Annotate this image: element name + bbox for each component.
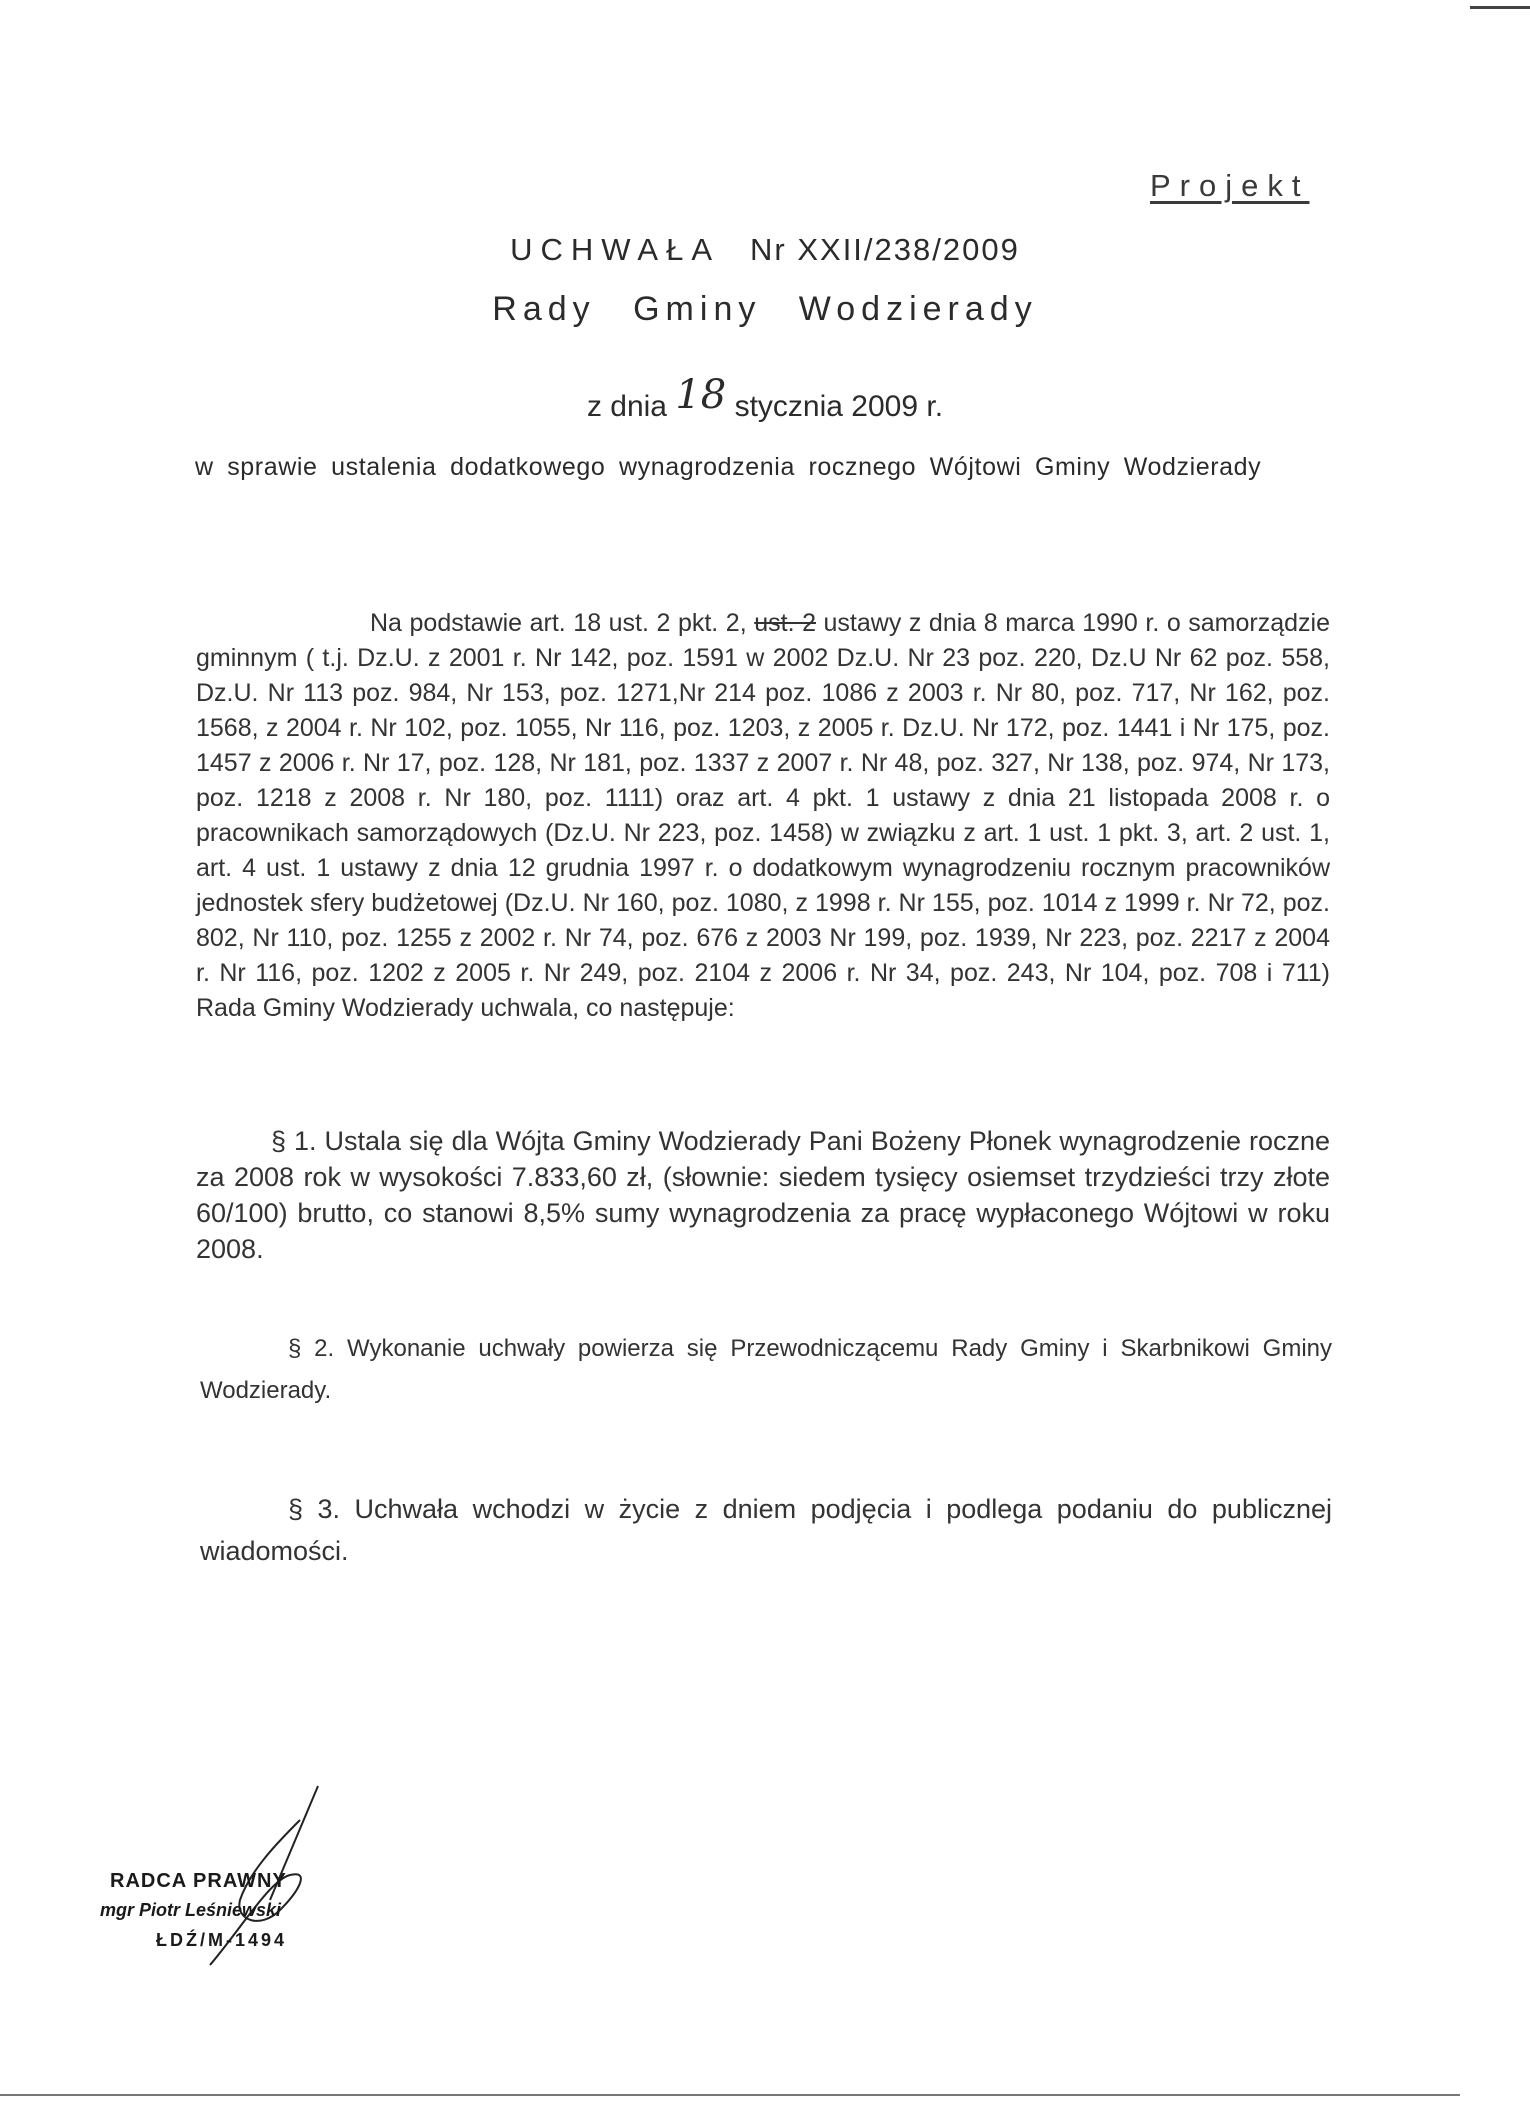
- section-1: § 1. Ustala się dla Wójta Gminy Wodzierady Pani Bożeny Płonek wynagrodzenie roczne za 2008 rok w wysokości 7.833,60 zł, (słownie: siedem tysięcy osiemset trzydzieści trzy złote 60/100) brutto, co stanowi 8,5% sumy wynagrodzenia za pracę wypłaconego Wójtowi w roku 2008.: [196, 1126, 1330, 1264]
- legal-advisor-stamp: [96, 1870, 336, 1980]
- legal-basis-rest: ustawy z dnia 8 marca 1990 r. o samorządzie gminnym ( t.j. Dz.U. z 2001 r. Nr 142, poz. 1591 w 2002 Dz.U. Nr 23 poz. 220, Dz.U Nr 62 poz. 558, Dz.U. Nr 113 poz. 984, Nr 153, poz. 1271,Nr 214 poz. 1086 z 2003 r. Nr 80, poz. 717, Nr 162, poz. 1568, z 2004 r. Nr 102, poz. 1055, Nr 116, poz. 1203, z 2005 r. Dz.U. Nr 172, poz. 1441 i Nr 175, poz. 1457 z 2006 r. Nr 17, poz. 128, Nr 181, poz. 1337 z 2007 r. Nr 48, poz. 327, Nr 138, poz. 974, Nr 173, poz. 1218 z 2008 r. Nr 180, poz. 1111) oraz art. 4 pkt. 1 ustawy z dnia 21 listopada 2008 r. o pracownikach samorządowych (Dz.U. Nr 223, poz. 1458) w związku z art. 1 ust. 1 pkt. 3, art. 2 ust. 1, art. 4 ust. 1 ustawy z dnia 12 grudnia 1997 r. o dodatkowym wynagrodzeniu rocznym pracowników jednostek sfery budżetowej (Dz.U. Nr 160, poz. 1080, z 1998 r. Nr 155, poz. 1014 z 1999 r. Nr 72, poz. 802, Nr 110, poz. 1255 z 2002 r. Nr 74, poz. 676 z 2003 Nr 199, poz. 1939, Nr 223, poz. 2217 z 2004 r. Nr 116, poz. 1202 z 2005 r. Nr 249, poz. 2104 z 2006 r. Nr 34, poz. 243, Nr 104, poz. 708 i 711) Rada Gminy Wodzierady uchwala, co następuje:: [196, 609, 1330, 1022]
- date-prefix: z dnia: [586, 390, 667, 423]
- scan-bottom-line: [0, 2094, 1460, 2096]
- resolution-number: Nr XXII/238/2009: [750, 232, 1020, 267]
- section-3: § 3. Uchwała wchodzi w życie z dniem podjęcia i podlega podaniu do publicznej wiadomości.: [200, 1494, 1332, 1566]
- scan-edge-mark: [1470, 6, 1530, 9]
- resolution-word: UCHWAŁA: [510, 232, 721, 267]
- resolution-date: [0, 372, 1530, 426]
- legal-basis-paragraph: [196, 606, 1330, 1026]
- date-suffix: stycznia 2009 r.: [734, 390, 944, 423]
- stamp-name: mgr Piotr Leśniewski: [100, 1900, 282, 1920]
- handwritten-day: 18: [675, 372, 727, 418]
- council-name: Rady Gminy Wodzierady: [492, 290, 1038, 328]
- stamp-title: RADCA PRAWNY: [110, 1870, 287, 1892]
- stamp-number: ŁDŹ/M-1494: [156, 1930, 288, 1950]
- struck-text: ust. 2: [754, 609, 816, 637]
- legal-basis-start: Na podstawie art. 18 ust. 2 pkt. 2,: [370, 609, 747, 637]
- section-2: § 2. Wykonanie uchwały powierza się Przewodniczącemu Rady Gminy i Skarbnikowi Gminy Wodzierady.: [200, 1335, 1332, 1404]
- resolution-title: [0, 232, 1530, 268]
- resolution-subject: w sprawie ustalenia dodatkowego wynagrodzenia rocznego Wójtowi Gminy Wodzierady: [195, 453, 1262, 481]
- projekt-label: Projekt: [1150, 168, 1310, 203]
